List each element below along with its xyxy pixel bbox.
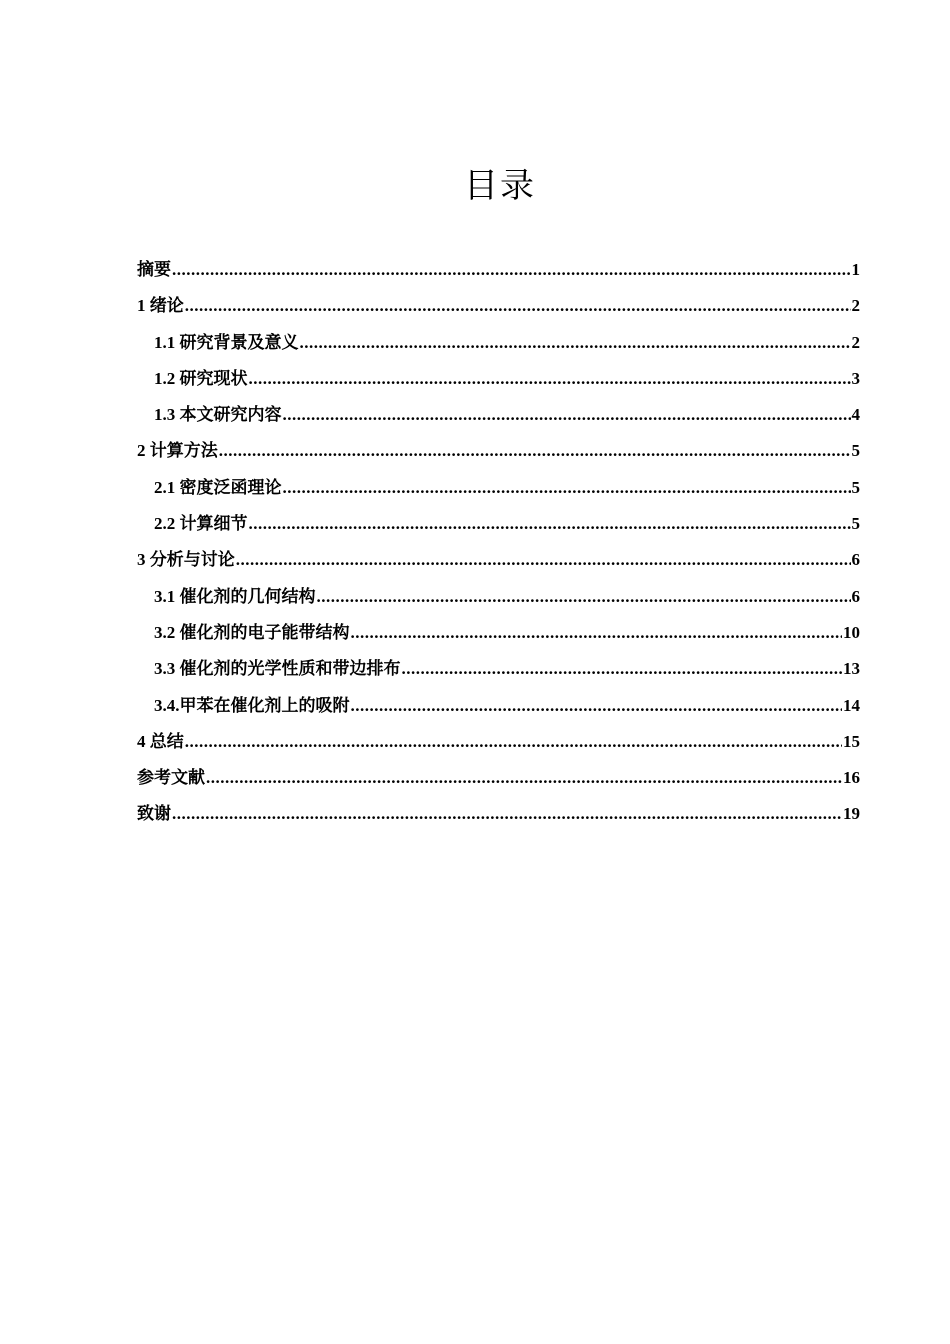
toc-entry-label: 2 计算方法 [137, 441, 218, 461]
toc-entry[interactable] [137, 724, 860, 760]
toc-dot-leader [402, 651, 843, 687]
toc-page-number: 4 [851, 405, 860, 425]
toc-entry-label: 1.3 本文研究内容 [154, 405, 282, 425]
toc-dot-leader [351, 615, 843, 651]
toc-entry[interactable] [137, 796, 860, 832]
toc-page-number: 5 [851, 514, 860, 534]
toc-entry-label: 3.3 催化剂的光学性质和带边排布 [154, 659, 401, 679]
toc-entry[interactable] [137, 288, 860, 324]
toc-page-number: 6 [851, 550, 860, 570]
toc-entry-label: 1 绪论 [137, 296, 184, 316]
toc-dot-leader [283, 397, 851, 433]
toc-dot-leader [185, 724, 842, 760]
toc-page-number: 13 [843, 659, 860, 679]
toc-entry-label: 1.1 研究背景及意义 [154, 332, 299, 352]
toc-page-number: 2 [851, 332, 860, 352]
toc-entry[interactable] [137, 252, 860, 288]
toc-entry[interactable] [137, 470, 860, 506]
toc-entry[interactable] [137, 361, 860, 397]
toc-dot-leader [172, 796, 842, 832]
table-of-contents [137, 252, 860, 833]
toc-page-number: 10 [843, 622, 860, 642]
toc-dot-leader [300, 325, 851, 361]
toc-entry[interactable] [137, 579, 860, 615]
toc-entry[interactable] [137, 433, 860, 469]
toc-title: 目录 [464, 167, 536, 205]
toc-entry-label: 2.1 密度泛函理论 [154, 477, 282, 497]
toc-dot-leader [249, 506, 851, 542]
toc-page-number: 19 [843, 804, 860, 824]
toc-entry-label: 4 总结 [137, 731, 184, 751]
toc-entry-label: 2.2 计算细节 [154, 514, 248, 534]
toc-entry[interactable] [137, 615, 860, 651]
toc-entry-label: 3.1 催化剂的几何结构 [154, 586, 316, 606]
toc-page-number: 1 [851, 260, 860, 279]
toc-dot-leader [219, 433, 851, 469]
toc-page-number: 3 [851, 368, 860, 388]
toc-entry-label: 参考文献 [137, 768, 205, 788]
toc-entry[interactable] [137, 651, 860, 687]
toc-page-number: 5 [851, 441, 860, 461]
toc-dot-leader [172, 252, 851, 288]
toc-entry-label: 3.4.甲苯在催化剂上的吸附 [154, 695, 350, 715]
toc-entry[interactable] [137, 397, 860, 433]
toc-page-number: 5 [851, 477, 860, 497]
toc-entry-label: 1.2 研究现状 [154, 368, 248, 388]
toc-dot-leader [236, 542, 851, 578]
toc-page-number: 6 [851, 586, 860, 606]
toc-entry-label: 3.2 催化剂的电子能带结构 [154, 622, 350, 642]
toc-entry[interactable] [137, 542, 860, 578]
toc-entry[interactable] [137, 688, 860, 724]
toc-dot-leader [249, 361, 851, 397]
toc-entry[interactable] [137, 760, 860, 796]
toc-dot-leader [317, 579, 851, 615]
toc-entry-label: 摘要 [137, 260, 171, 279]
toc-page-number: 15 [843, 731, 860, 751]
toc-entry[interactable] [137, 506, 860, 542]
toc-entry[interactable] [137, 325, 860, 361]
toc-page-number: 16 [843, 768, 860, 788]
toc-entry-label: 致谢 [137, 804, 171, 824]
toc-dot-leader [185, 288, 851, 324]
toc-dot-leader [283, 470, 851, 506]
toc-page-number: 2 [851, 296, 860, 316]
toc-dot-leader [206, 760, 842, 796]
toc-entry-label: 3 分析与讨论 [137, 550, 235, 570]
toc-dot-leader [351, 688, 843, 724]
toc-page-number: 14 [843, 695, 860, 715]
